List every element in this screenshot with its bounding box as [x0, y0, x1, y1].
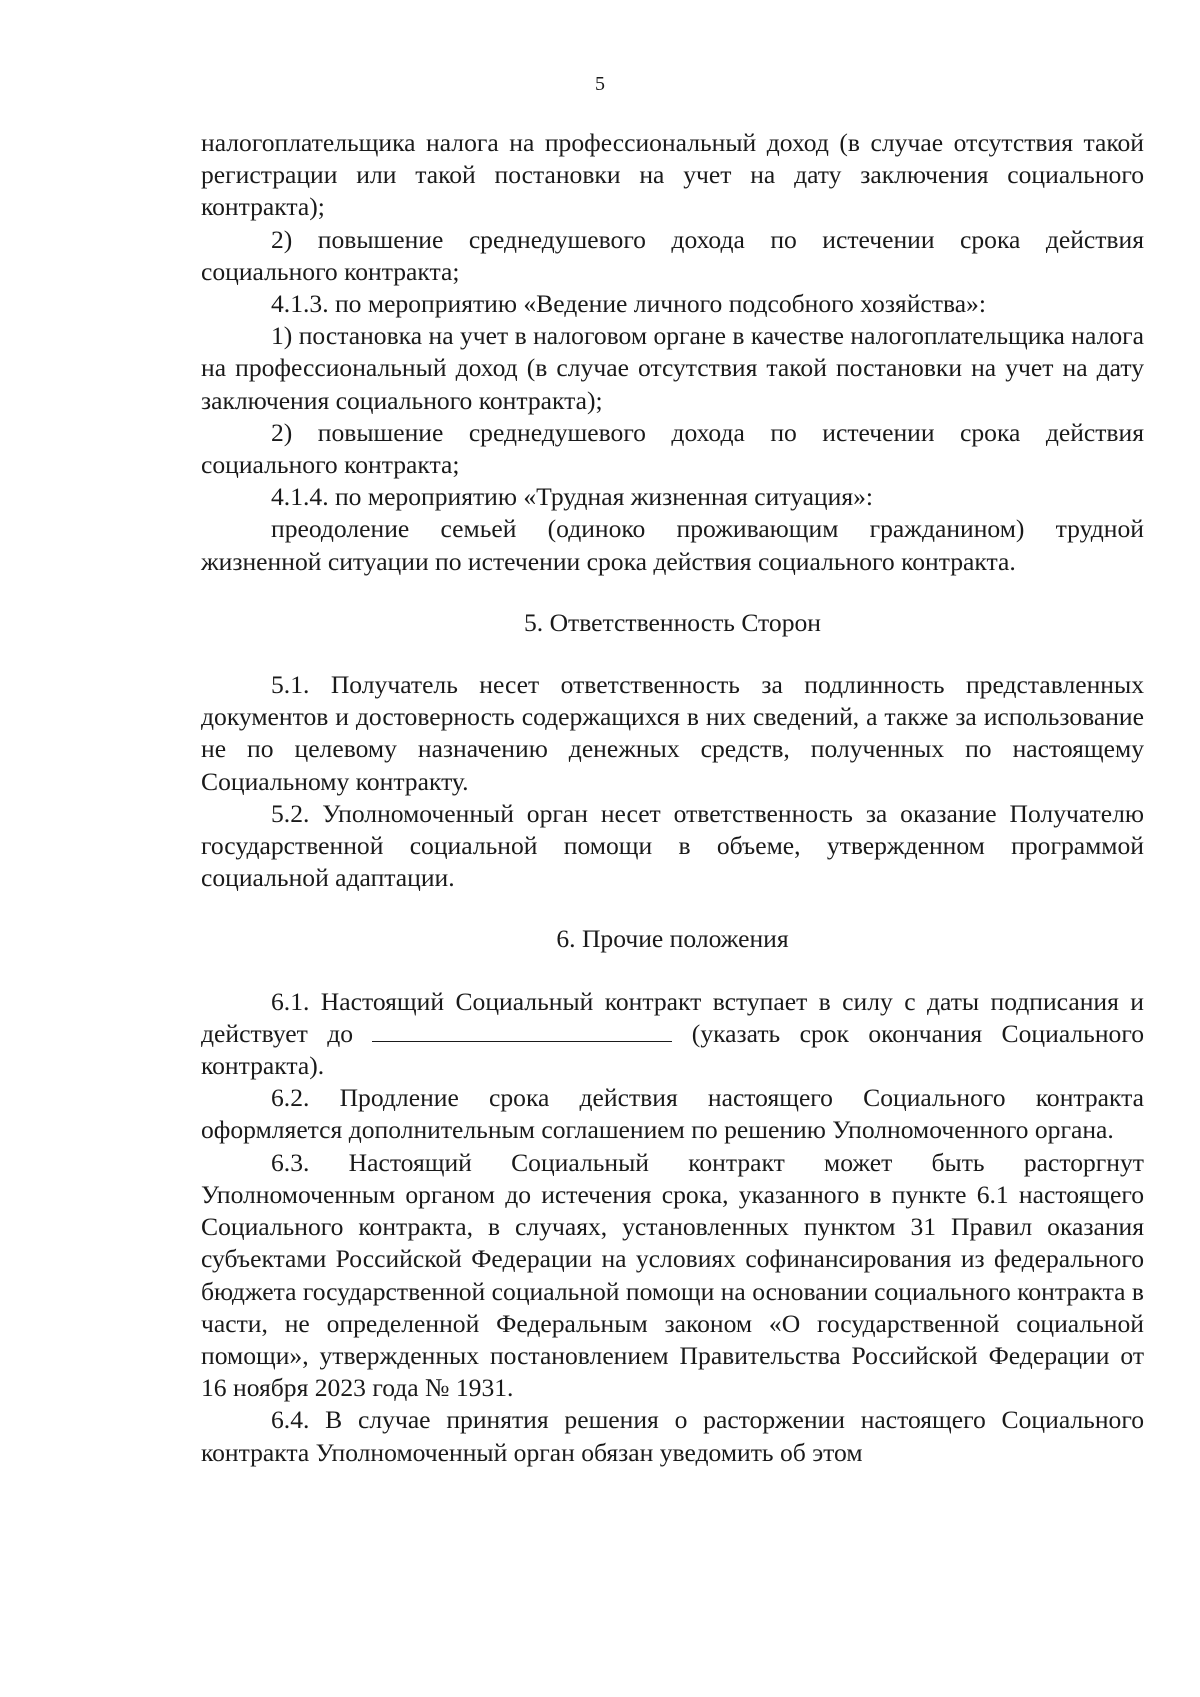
paragraph-4-1-4-heading: 4.1.4. по мероприятию «Трудная жизненная ситуация»:: [271, 482, 874, 512]
paragraph-6-1: [201, 986, 1144, 1083]
paragraph-5-1: 5.1. Получатель несет ответственность за подлинность представленных документов и достоверность содержащихся в них сведений, а также за использование не по целевому назначению денежных средств, полученных по настоящему Социальному контракту.: [201, 670, 1144, 796]
paragraph-6-4: 6.4. В случае принятия решения о расторжении настоящего Социального контракта Уполномоченный орган обязан уведомить об этом: [201, 1405, 1144, 1467]
paragraph-item-2-income-second: 2) повышение среднедушевого дохода по истечении срока действия социального контракта;: [201, 417, 1144, 480]
paragraph-6-2: 6.2. Продление срока действия настоящего Социального контракта оформляется дополнительным соглашением по решению Уполномоченного органа.: [201, 1083, 1144, 1145]
paragraph-6-1-text-start: 6.1. Настоящий Социальный контракт вступает в силу с даты подписания и действует до: [201, 986, 1144, 1048]
section-6-heading: 6. Прочие положения: [556, 924, 789, 954]
section-5-heading: 5. Ответственность Сторон: [523, 607, 821, 637]
paragraph-5-2: 5.2. Уполномоченный орган несет ответственность за оказание Получателю государственной социальной помощи в объеме, утвержденном программой социальной адаптации.: [201, 798, 1144, 893]
paragraph-4-1-3-heading: 4.1.3. по мероприятию «Ведение личного подсобного хозяйства»:: [271, 289, 986, 319]
document-body: [201, 127, 1144, 1469]
paragraph-item-2-income: 2) повышение среднедушевого дохода по истечении срока действия социального контракта;: [201, 224, 1144, 286]
paragraph-6-1-text-end: (указать срок окончания Социального контракта).: [201, 1018, 1144, 1081]
end-date-blank-line: [372, 1019, 672, 1042]
paragraph-continuation: налогоплательщика налога на профессиональный доход (в случае отсутствия такой регистрации или такой постановки на учет на дату заключения социального контракта);: [201, 128, 1144, 222]
page-number: 5: [595, 73, 605, 95]
paragraph-item-1-registration: 1) постановка на учет в налоговом органе в качестве налогоплательщика налога на профессиональный доход (в случае отсутствия такой постановки на учет на дату заключения социального контракта);: [201, 321, 1144, 415]
paragraph-6-3: 6.3. Настоящий Социальный контракт может быть расторгнут Уполномоченным органом до истечения срока, указанного в пункте 6.1 настоящего Социального контракта, в случаях, установленных пунктом 31 Правил оказания субъектами Российской Федерации на условиях софинансирования из федерального бюджета государственной социальной помощи на основании социального контракта в части, не определенной Федеральным законом «О государственной социальной помощи», утвержденных постановлением Правительства Российской Федерации от 16 ноября 2023 года № 1931.: [201, 1147, 1144, 1403]
paragraph-overcoming-situation: преодоление семьей (одиноко проживающим гражданином) трудной жизненной ситуации по истечении срока действия социального контракта.: [201, 514, 1144, 576]
